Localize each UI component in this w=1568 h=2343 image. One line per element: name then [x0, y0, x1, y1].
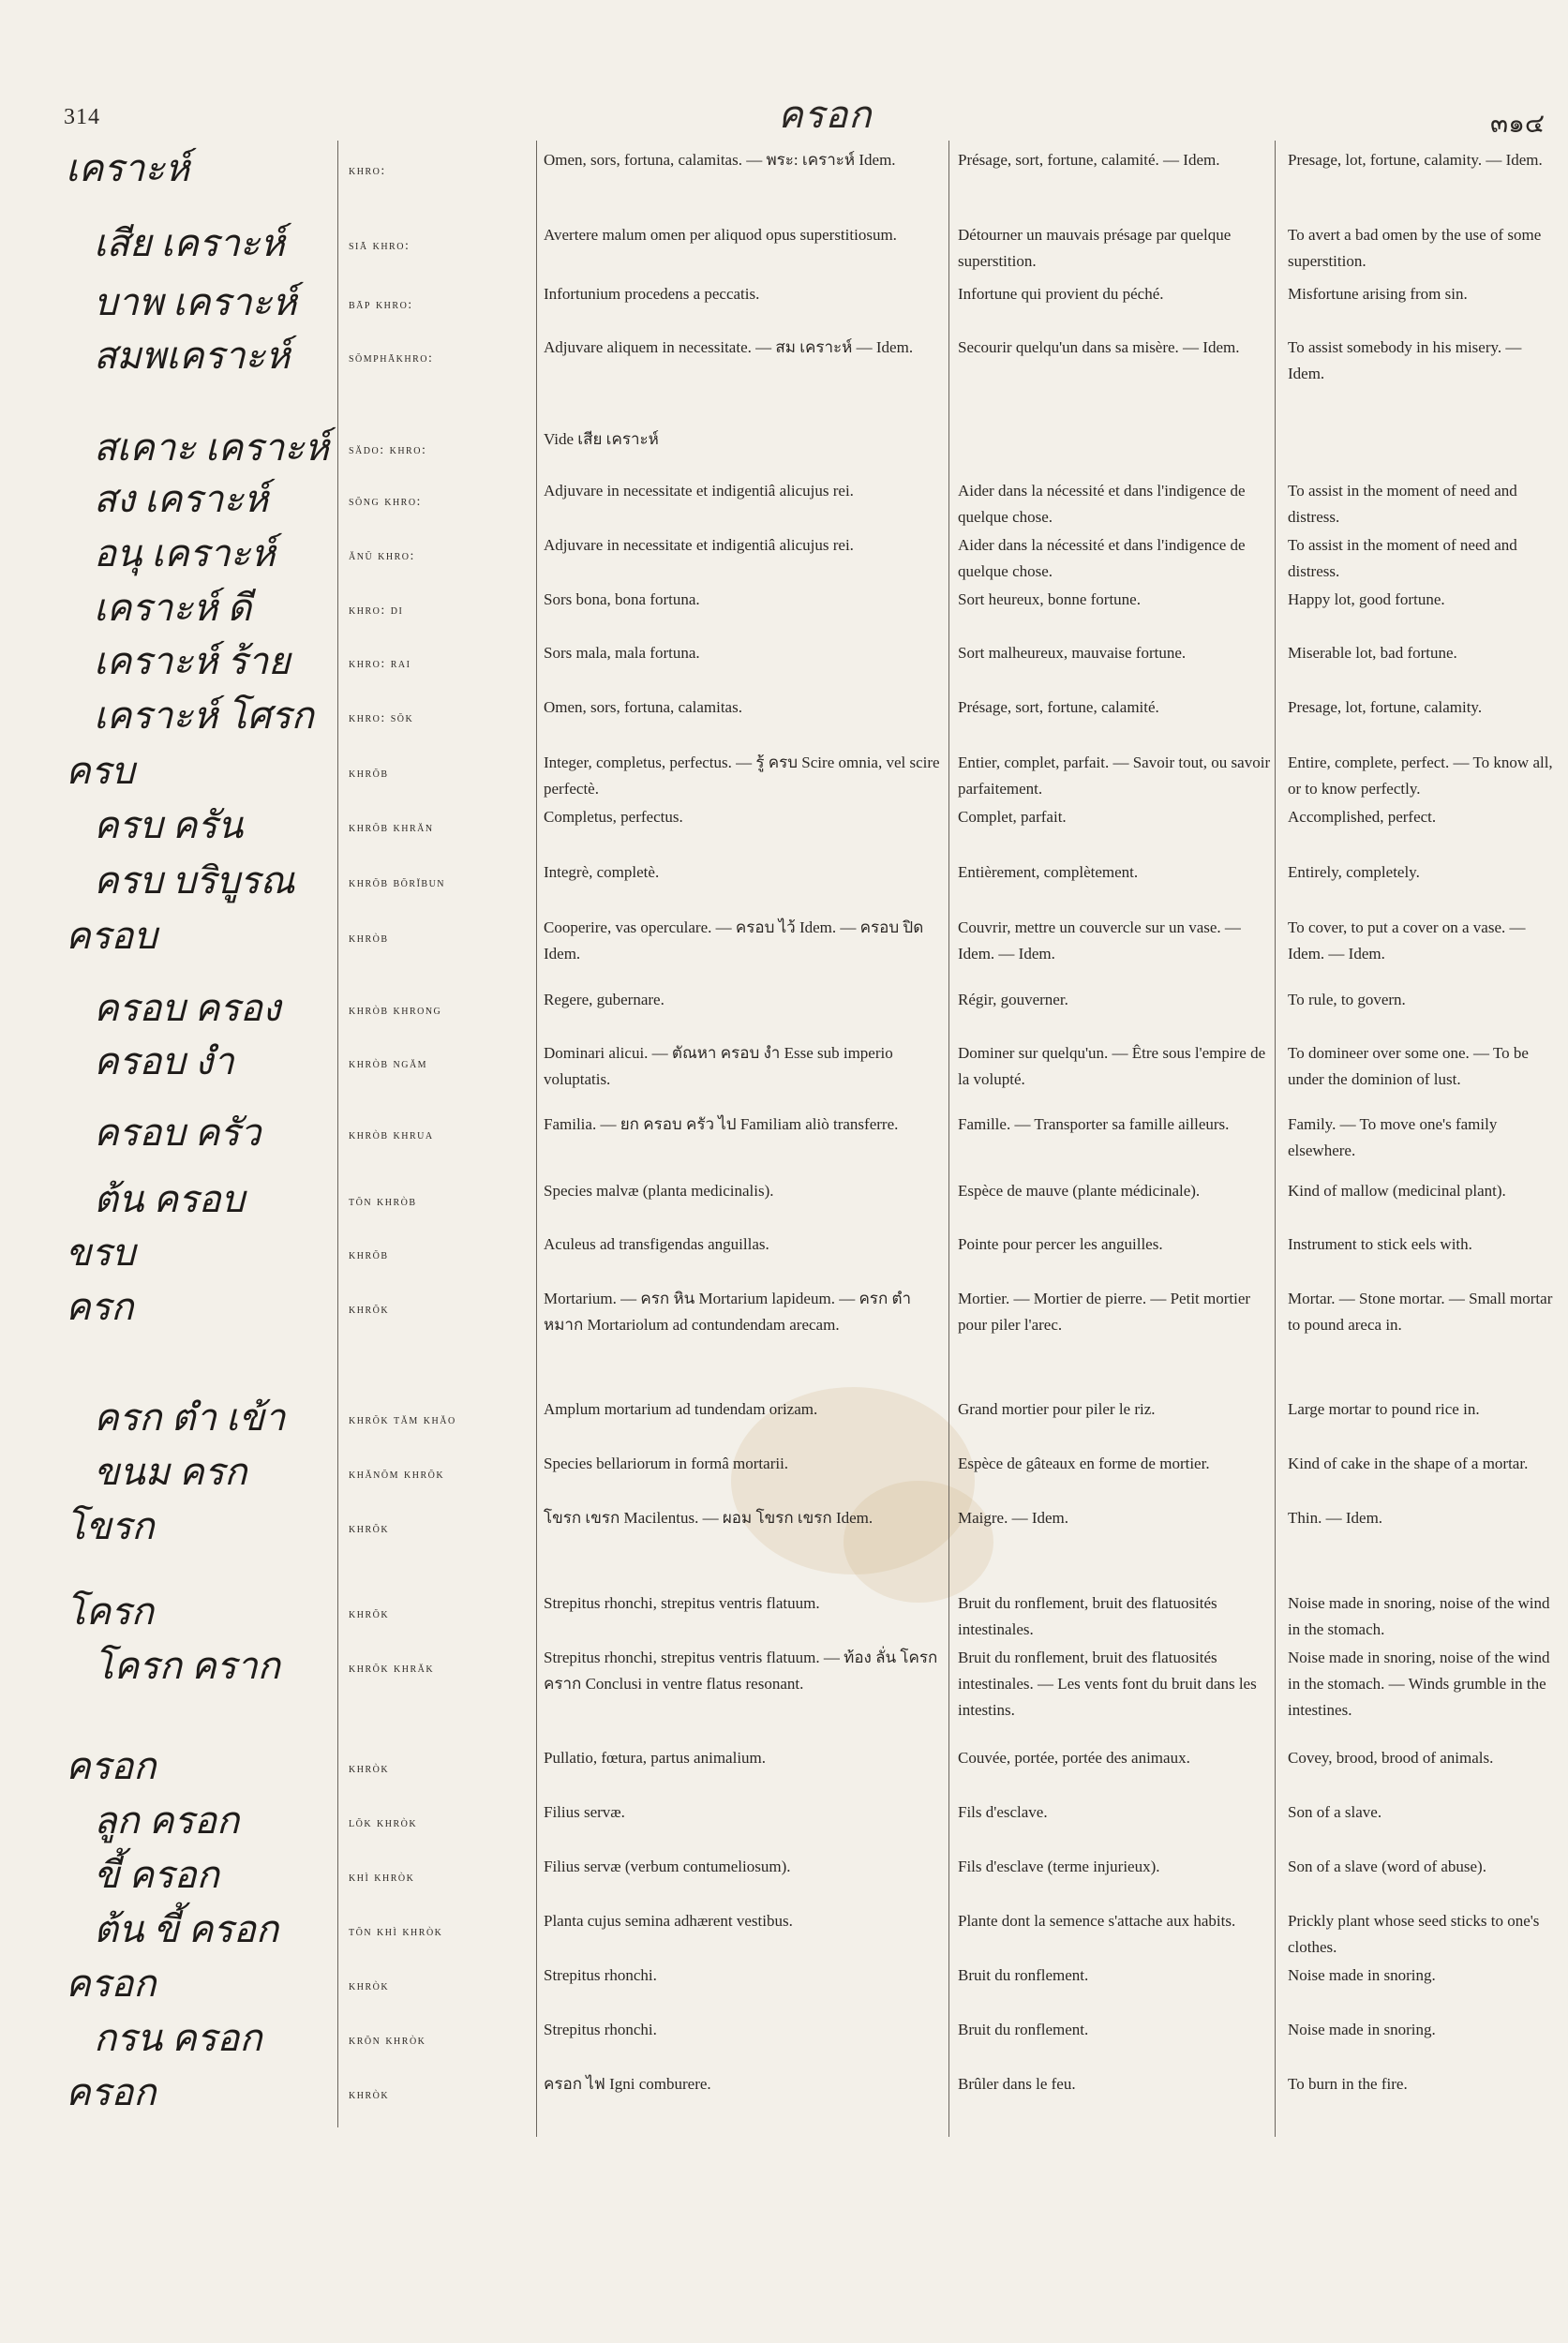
french-definition: Bruit du ronflement, bruit des flatuosités intestinales. — Les vents font du bruit dans les intestins.: [958, 1649, 1257, 1719]
french-definition: Grand mortier pour piler le riz.: [958, 1400, 1156, 1418]
romanization: khrŏk: [349, 1607, 390, 1621]
english-definition: Happy lot, good fortune.: [1288, 590, 1445, 608]
latin-definition: Avertere malum omen per aliquod opus superstitiosum.: [544, 226, 897, 244]
romanization: khrŏk: [349, 1522, 390, 1536]
thai-headword: เคราะห์: [66, 147, 190, 189]
romanization: khro:: [349, 164, 386, 178]
french-definition: Entièrement, complètement.: [958, 863, 1139, 881]
romanization: khròb khrong: [349, 1004, 442, 1018]
english-definition: To burn in the fire.: [1288, 2075, 1408, 2093]
thai-headword: ต้น ขี้ ครอก: [94, 1908, 279, 1950]
english-definition: Noise made in snoring, noise of the wind in the stomach. — Winds grumble in the intestines.: [1288, 1649, 1550, 1719]
page-header: [0, 84, 1568, 141]
column-rule: [1275, 141, 1276, 2137]
romanization: khrŏb: [349, 1248, 389, 1262]
thai-headword: สมพเคราะห์: [94, 335, 291, 377]
thai-headword: เคราะห์ ร้าย: [94, 640, 291, 682]
thai-headword: ครก: [66, 1286, 134, 1328]
french-definition: Couvée, portée, portée des animaux.: [958, 1749, 1190, 1767]
thai-headword: เคราะห์ ดี: [94, 587, 252, 629]
romanization: khro: sŏk: [349, 711, 414, 725]
latin-definition: Strepitus rhonchi, strepitus ventris flatuum.: [544, 1594, 820, 1612]
thai-headword: ครบ บริบูรณ: [94, 859, 295, 902]
thai-headword: ครอบ ครอง: [94, 987, 281, 1029]
english-definition: To assist in the moment of need and distress.: [1288, 536, 1517, 580]
french-definition: Bruit du ronflement, bruit des flatuosités intestinales.: [958, 1594, 1217, 1638]
thai-headword: บาพ เคราะห์: [94, 281, 297, 323]
romanization: bāp khro:: [349, 298, 413, 312]
english-definition: Kind of cake in the shape of a mortar.: [1288, 1455, 1529, 1472]
french-definition: Mortier. — Mortier de pierre. — Petit mortier pour piler l'arec.: [958, 1290, 1251, 1334]
french-definition: Sort heureux, bonne fortune.: [958, 590, 1141, 608]
latin-definition: Amplum mortarium ad tundendam orizam.: [544, 1400, 818, 1418]
english-definition: To assist somebody in his misery. — Idem.: [1288, 338, 1522, 382]
english-definition: Covey, brood, brood of animals.: [1288, 1749, 1494, 1767]
french-definition: Aider dans la nécessité et dans l'indigence de quelque chose.: [958, 482, 1246, 526]
romanization: khrŏk: [349, 1303, 390, 1317]
french-definition: Aider dans la nécessité et dans l'indigence de quelque chose.: [958, 536, 1246, 580]
latin-definition: Vide เสีย เคราะห์: [544, 430, 659, 448]
french-definition: Présage, sort, fortune, calamité. — Idem.: [958, 151, 1220, 169]
romanization: khì khròk: [349, 1871, 415, 1885]
english-definition: To rule, to govern.: [1288, 991, 1406, 1008]
thai-headword: ต้น ครอบ: [94, 1178, 245, 1220]
thai-headword: อนุ เคราะห์: [94, 532, 276, 575]
latin-definition: Sors mala, mala fortuna.: [544, 644, 700, 662]
french-definition: Présage, sort, fortune, calamité.: [958, 698, 1159, 716]
latin-definition: Filius servæ.: [544, 1803, 625, 1821]
english-definition: Kind of mallow (medicinal plant).: [1288, 1182, 1506, 1200]
french-definition: Maigre. — Idem.: [958, 1509, 1069, 1527]
latin-definition: Planta cujus semina adhærent vestibus.: [544, 1912, 793, 1930]
english-definition: To avert a bad omen by the use of some superstition.: [1288, 226, 1542, 270]
latin-definition: Pullatio, fœtura, partus animalium.: [544, 1749, 767, 1767]
french-definition: Régir, gouverner.: [958, 991, 1068, 1008]
english-definition: Misfortune arising from sin.: [1288, 285, 1468, 303]
thai-headword: ครอก: [66, 1962, 157, 2005]
thai-headword: ครอก: [66, 1745, 157, 1787]
english-definition: Large mortar to pound rice in.: [1288, 1400, 1480, 1418]
latin-definition: Completus, perfectus.: [544, 808, 683, 826]
romanization: khròk: [349, 1979, 390, 1993]
english-definition: Presage, lot, fortune, calamity.: [1288, 698, 1483, 716]
french-definition: Détourner un mauvais présage par quelque superstition.: [958, 226, 1232, 270]
romanization: khròk: [349, 1762, 390, 1776]
english-definition: Miserable lot, bad fortune.: [1288, 644, 1457, 662]
english-definition: To domineer over some one. — To be under the dominion of lust.: [1288, 1044, 1529, 1088]
french-definition: Bruit du ronflement.: [958, 1966, 1089, 1984]
romanization: khro: di: [349, 604, 404, 618]
paper-stain: [844, 1481, 993, 1603]
latin-definition: Strepitus rhonchi.: [544, 1966, 657, 1984]
running-head: ครอก: [778, 94, 873, 136]
column-rule: [536, 141, 537, 2137]
french-definition: Entier, complet, parfait. — Savoir tout, ou savoir parfaitement.: [958, 754, 1271, 798]
latin-definition: ครอก ไฟ Igni comburere.: [544, 2075, 711, 2093]
english-definition: Son of a slave (word of abuse).: [1288, 1858, 1486, 1875]
english-definition: Entirely, completely.: [1288, 863, 1420, 881]
latin-definition: Cooperire, vas operculare. — ครอบ ไว้ Idem. — ครอบ ปิด Idem.: [544, 918, 924, 963]
romanization: khròb khrua: [349, 1128, 434, 1142]
thai-headword: ครอก: [66, 2071, 157, 2113]
english-definition: To cover, to put a cover on a vase. — Idem. — Idem.: [1288, 918, 1526, 963]
romanization: khròb ngăm: [349, 1057, 428, 1071]
thai-headword: สง เคราะห์: [94, 478, 269, 520]
romanization: khrŏk tăm khăo: [349, 1413, 456, 1427]
latin-definition: Mortarium. — ครก หิน Mortarium lapideum. — ครก ตำ หมาก Mortariolum ad contundendam arecam.: [544, 1290, 912, 1334]
latin-definition: Species bellariorum in formâ mortarii.: [544, 1455, 789, 1472]
thai-headword: ขนม ครก: [94, 1451, 247, 1493]
english-definition: Noise made in snoring, noise of the wind in the stomach.: [1288, 1594, 1550, 1638]
latin-definition: Integrè, completè.: [544, 863, 660, 881]
thai-headword: ครอบ งำ: [94, 1040, 234, 1082]
thai-headword: เคราะห์ โศรก: [94, 694, 314, 737]
page-number-right: ๓๑๔: [1490, 110, 1546, 139]
romanization: khrŏb: [349, 767, 389, 781]
thai-headword: ครบ: [66, 750, 135, 792]
english-definition: Prickly plant whose seed sticks to one's clothes.: [1288, 1912, 1540, 1956]
romanization: khrŏb bŏrĭbun: [349, 876, 446, 890]
thai-headword: เสีย เคราะห์: [94, 222, 285, 264]
french-definition: Brûler dans le feu.: [958, 2075, 1076, 2093]
french-definition: Secourir quelqu'un dans sa misère. — Idem.: [958, 338, 1240, 356]
latin-definition: Aculeus ad transfigendas anguillas.: [544, 1235, 769, 1253]
english-definition: Accomplished, perfect.: [1288, 808, 1437, 826]
french-definition: Infortune qui provient du péché.: [958, 285, 1164, 303]
thai-headword: โครก: [66, 1590, 154, 1633]
page-number-left: 314: [64, 105, 100, 129]
romanization: tŏn khì khròk: [349, 1925, 443, 1939]
english-definition: Thin. — Idem.: [1288, 1509, 1383, 1527]
french-definition: Espèce de gâteaux en forme de mortier.: [958, 1455, 1210, 1472]
french-definition: Bruit du ronflement.: [958, 2021, 1089, 2038]
romanization: khrŏb khrăn: [349, 821, 434, 835]
latin-definition: Integer, completus, perfectus. — รู้ ครบ Scire omnia, vel scire perfectè.: [544, 754, 940, 798]
english-definition: Noise made in snoring.: [1288, 1966, 1436, 1984]
thai-headword: กรน ครอก: [94, 2017, 262, 2059]
romanization: khro: rai: [349, 657, 411, 671]
french-definition: Couvrir, mettre un couvercle sur un vase. — Idem. — Idem.: [958, 918, 1241, 963]
romanization: krŏn khròk: [349, 2034, 426, 2048]
french-definition: Espèce de mauve (plante médicinale).: [958, 1182, 1201, 1200]
latin-definition: Strepitus rhonchi, strepitus ventris flatuum. — ท้อง ลั่น โครก คราก Conclusi in ventre flatus resonant.: [544, 1649, 938, 1693]
french-definition: Sort malheureux, mauvaise fortune.: [958, 644, 1187, 662]
english-definition: Entire, complete, perfect. — To know all, or to know perfectly.: [1288, 754, 1553, 798]
latin-definition: Filius servæ (verbum contumeliosum).: [544, 1858, 791, 1875]
latin-definition: Regere, gubernare.: [544, 991, 665, 1008]
latin-definition: Adjuvare in necessitate et indigentiâ alicujus rei.: [544, 536, 854, 554]
romanization: sădo: khro:: [349, 443, 427, 457]
romanization: ănŭ khro:: [349, 549, 415, 563]
english-definition: Presage, lot, fortune, calamity. — Idem.: [1288, 151, 1543, 169]
column-rule: [948, 141, 949, 2137]
latin-definition: Adjuvare aliquem in necessitate. — สม เคราะห์ — Idem.: [544, 338, 914, 356]
english-definition: Instrument to stick eels with.: [1288, 1235, 1472, 1253]
thai-headword: ลูก ครอก: [94, 1799, 240, 1842]
english-definition: Family. — To move one's family elsewhere.: [1288, 1115, 1498, 1159]
thai-headword: ขี้ ครอก: [94, 1854, 219, 1896]
romanization: sŏmphākhro:: [349, 351, 434, 366]
romanization: khròb: [349, 932, 389, 946]
latin-definition: Strepitus rhonchi.: [544, 2021, 657, 2038]
english-definition: Mortar. — Stone mortar. — Small mortar to pound areca in.: [1288, 1290, 1553, 1334]
thai-headword: โครก คราก: [94, 1645, 280, 1687]
romanization: khănŏm khrŏk: [349, 1468, 445, 1482]
latin-definition: Adjuvare in necessitate et indigentiâ alicujus rei.: [544, 482, 854, 500]
latin-definition: Familia. — ยก ครอบ ครัว ไป Familiam aliò transferre.: [544, 1115, 899, 1133]
romanization: siā khro:: [349, 239, 411, 253]
latin-definition: Dominari alicui. — ตัณหา ครอบ งำ Esse sub imperio voluptatis.: [544, 1044, 893, 1088]
thai-headword: ครอบ ครัว: [94, 1112, 261, 1154]
thai-headword: ขรบ: [66, 1231, 136, 1274]
romanization: lŏk khròk: [349, 1816, 418, 1830]
english-definition: Noise made in snoring.: [1288, 2021, 1436, 2038]
french-definition: Plante dont la semence s'attache aux habits.: [958, 1912, 1236, 1930]
column-rule: [337, 141, 338, 2127]
french-definition: Fils d'esclave (terme injurieux).: [958, 1858, 1160, 1875]
french-definition: Complet, parfait.: [958, 808, 1067, 826]
french-definition: Fils d'esclave.: [958, 1803, 1048, 1821]
english-definition: Son of a slave.: [1288, 1803, 1382, 1821]
romanization: tŏn khròb: [349, 1195, 417, 1209]
thai-headword: ครบ ครัน: [94, 804, 244, 846]
latin-definition: Omen, sors, fortuna, calamitas. — พระ: เคราะห์ Idem.: [544, 151, 896, 169]
french-definition: Famille. — Transporter sa famille ailleurs.: [958, 1115, 1230, 1133]
french-definition: Pointe pour percer les anguilles.: [958, 1235, 1163, 1253]
english-definition: To assist in the moment of need and distress.: [1288, 482, 1517, 526]
latin-definition: Omen, sors, fortuna, calamitas.: [544, 698, 742, 716]
romanization: khrŏk khrăk: [349, 1662, 435, 1676]
romanization: khròk: [349, 2088, 390, 2102]
thai-headword: สเคาะ เคราะห์: [94, 426, 330, 469]
latin-definition: โขรก เขรก Macilentus. — ผอม โขรก เขรก Idem.: [544, 1509, 874, 1527]
latin-definition: Infortunium procedens a peccatis.: [544, 285, 760, 303]
thai-headword: ครอบ: [66, 915, 157, 957]
latin-definition: Species malvæ (planta medicinalis).: [544, 1182, 774, 1200]
french-definition: Dominer sur quelqu'un. — Être sous l'empire de la volupté.: [958, 1044, 1266, 1088]
romanization: sŏng khro:: [349, 495, 422, 509]
thai-headword: โขรก: [66, 1505, 155, 1547]
latin-definition: Sors bona, bona fortuna.: [544, 590, 700, 608]
thai-headword: ครก ตำ เข้า: [94, 1396, 286, 1439]
